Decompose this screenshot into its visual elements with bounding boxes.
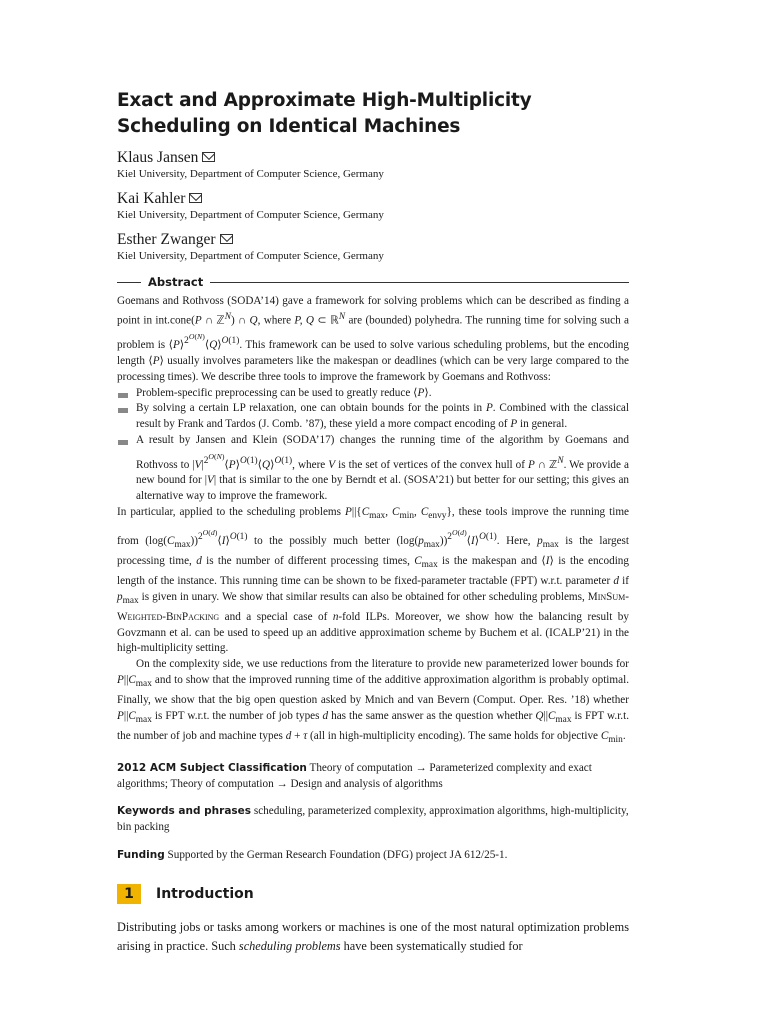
email-icon[interactable] (202, 152, 215, 162)
author-affiliation: Kiel University, Department of Computer Science, Germany (117, 168, 384, 180)
author-name: Klaus Jansen (117, 149, 199, 166)
keywords-label: Keywords and phrases (117, 805, 252, 818)
acm-classification (117, 761, 629, 793)
keywords (117, 804, 629, 836)
list-item: Problem-specific preprocessing can be used to greatly reduce ⟨P⟩. (117, 386, 629, 402)
email-icon[interactable] (220, 234, 233, 244)
funding (117, 848, 629, 864)
author-name: Esther Zwanger (117, 231, 216, 248)
section-number: 1 (117, 884, 141, 904)
keywords-text: scheduling, parameterized complexity, approximation algorithms, high-multiplicity, bin packing (117, 805, 629, 834)
section-title: Introduction (156, 885, 254, 902)
author-name: Kai Kahler (117, 190, 186, 207)
heading-rule (210, 282, 629, 283)
author-affiliation: Kiel University, Department of Computer Science, Germany (117, 209, 384, 221)
title-line-1: Exact and Approximate High-Multiplicity (117, 90, 532, 111)
acm-text: Theory of computation → Parameterized complexity and exact algorithms; Theory of computation → Design and analysis of algorithms (117, 761, 592, 790)
abstract-paragraph: On the complexity side, we use reductions from the literature to provide new parameterized lower bounds for $P||C_{max}$ and to show that the improved running time of the additive approximation algorithm is probably optimal. Finally, we show that the big open question asked by Mnich and van Bevern (Comput. Oper. Res. ’18) whether $P||C_{max}$ is FPT w.r.t. the number of job types d has the same answer as the question whether $Q||C_{max}$ is FPT w.r.t. the number of job and machine types d + τ (all in high-multiplicity encoding). The same holds for objective $C_{min}$. (117, 658, 630, 746)
abstract-heading (117, 275, 629, 289)
list-item: By solving a certain LP relaxation, one can obtain bounds for the points in P. Combined with the classical result by Frank and Tardos (J. Comb. ’87), these yield a more compact encoding of P in general. (117, 401, 629, 433)
abstract-bullet-list (117, 386, 629, 505)
section-heading (117, 884, 629, 904)
author-affiliation: Kiel University, Department of Computer Science, Germany (117, 250, 384, 262)
abstract-paragraph: In particular, applied to the scheduling problems $P||\{C_{max}$, $C_{min}$, $C_{envy}$}, these tools improve the running time from $(\log(C_{max}))^{2^{O(d)}}⟨I⟩^{O(1)}$ to the possibly much better $(\log(p_{max}))^{2^{O(d)}}⟨I⟩^{O(1)}$. Here, $p_{max}$ is the largest processing time, d is the number of different processing times, $C_{max}$ is the makespan and ⟨I⟩ is the encoding length of the instance. This running time can be shown to be fixed-parameter tractable (FPT) w.r.t. parameter d if $p_{max}$ is given in unary. We show that similar results can also be obtained for other scheduling problems, MinSum-Weighted-BinPacking and a special case of n-fold ILPs. Moreover, we show how the balancing result by Govzmann et al. can be used to speed up an additive approximation scheme by Buchem et al. (ICALP’21) in the high-multiplicity setting. (117, 505, 630, 655)
funding-text: Supported by the German Research Foundation (DFG) project JA 612/25-1. (167, 849, 508, 862)
author-block (117, 147, 629, 181)
acm-label: 2012 ACM Subject Classification (117, 761, 307, 774)
section-body: Distributing jobs or tasks among workers or machines is one of the most natural optimization problems arising in practice. Such scheduling problems have been systematically studied for (117, 919, 629, 953)
list-item: A result by Jansen and Klein (SODA’17) changes the running time of the algorithm by Goemans and Rothvoss to $|V|^{2^{O(N)}}⟨P⟩^{O(1)}⟨Q⟩^{O(1)}$, where V is the set of vertices of the convex hull of P ∩ ℤ$^N$. We provide a new bound for |V| that is similar to the one by Berndt et al. (SOSA’21) but better for our setting; this gives an alternative way to improve the framework. (117, 433, 629, 505)
paper-page (117, 88, 629, 956)
abstract-heading-text: Abstract (148, 275, 204, 289)
email-icon[interactable] (189, 193, 202, 203)
heading-rule (117, 282, 141, 283)
paper-title (117, 88, 629, 140)
abstract-body (117, 294, 629, 749)
title-line-2: Scheduling on Identical Machines (117, 116, 461, 137)
abstract-paragraph: Goemans and Rothvoss (SODA’14) gave a framework for solving problems which can be described as finding a point in int.cone(P ∩ ℤ$^N$) ∩ Q, where P, Q ⊂ ℝ$^N$ are (bounded) polyhedra. The running time for solving such a problem is ⟨P⟩$^{2^{O(N)}}$⟨Q⟩$^{O(1)}$. This framework can be used to solve various scheduling problems, but the encoding length ⟨P⟩ usually involves parameters like the makespan or deadlines (which can be very large compared to the processing times). We describe three tools to improve the framework by Goemans and Rothvoss: (117, 295, 630, 383)
author-block (117, 229, 629, 263)
author-block (117, 188, 629, 222)
funding-label: Funding (117, 849, 165, 862)
